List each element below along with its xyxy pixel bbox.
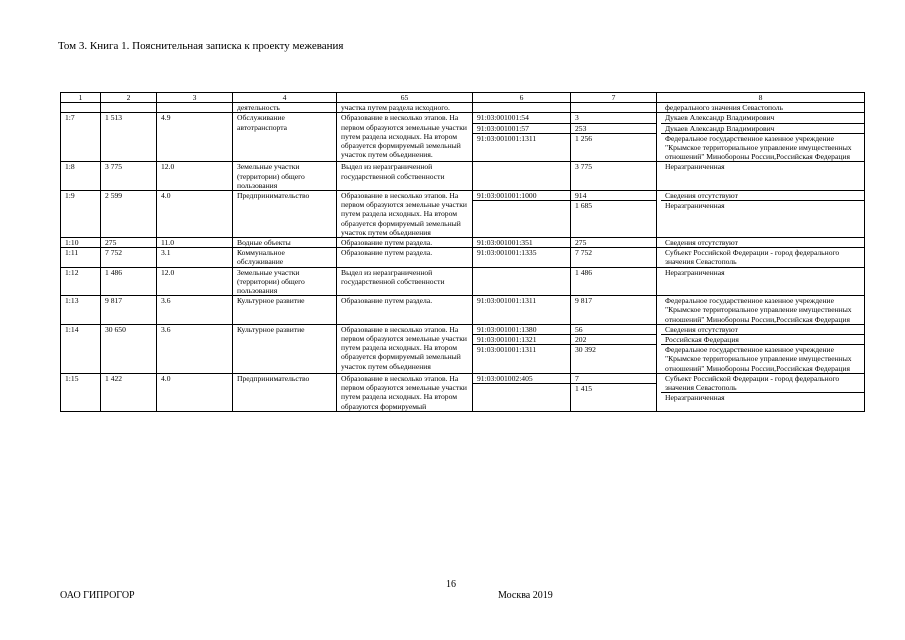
owner-cell (657, 103, 865, 113)
plot-area-cell (101, 103, 157, 113)
cadastral-number-cell-entry: 91:03:001001:1311 (473, 344, 570, 354)
use-code-cell: 12.0 (157, 267, 233, 296)
cadastral-number-cell (473, 113, 571, 162)
owner-cell-entry: Неразграниченная (661, 392, 864, 402)
permitted-use-cell: Культурное развитие (233, 296, 337, 325)
parcel-area-cell-entry: 56 (575, 324, 583, 334)
owner-cell-entry: Федеральное государственное казенное учреждение "Крымское территориальное управление имущественных отношений" Минобороны России,Российская Федерация (661, 133, 864, 162)
document-title: Том 3. Книга 1. Пояснительная записка к проекту межевания (58, 40, 344, 52)
table-body (61, 93, 865, 412)
parcel-area-cell-entry: 1 256 (571, 133, 656, 143)
plot-area-cell: 1 486 (101, 267, 157, 296)
permitted-use-cell: Коммунальное обслуживание (233, 248, 337, 267)
plot-area-cell: 2 599 (101, 191, 157, 238)
column-number-3: 3 (157, 93, 233, 103)
use-code-cell: 4.9 (157, 113, 233, 162)
parcel-area-cell-entry: 1 486 (575, 267, 593, 277)
cadastral-number-cell (473, 238, 571, 248)
parcel-area-cell-entry: 1 415 (571, 383, 656, 393)
plot-area-cell: 7 752 (101, 248, 157, 267)
table-row (61, 191, 865, 238)
table-row (61, 113, 865, 162)
parcel-area-cell (571, 238, 657, 248)
plot-number-cell: 1:11 (61, 248, 101, 267)
owner-cell-entry: Дукаев Александр Владимирович (661, 123, 864, 133)
table-row (61, 103, 865, 113)
cadastral-number-cell (473, 248, 571, 267)
owner-cell (657, 324, 865, 373)
owner-cell-entry: федерального значения Севастополь (665, 103, 784, 113)
permitted-use-cell: Культурное развитие (233, 324, 337, 373)
table-row (61, 248, 865, 267)
parcel-area-cell (571, 248, 657, 267)
formation-method-cell: Образование путем раздела. (337, 238, 473, 248)
owner-cell-entry: Сведения отсутствуют (665, 238, 738, 248)
plot-area-cell: 30 650 (101, 324, 157, 373)
parcel-area-cell-entry: 275 (575, 238, 587, 248)
permitted-use-cell: Водные объекты (233, 238, 337, 248)
plot-number-cell: 1:9 (61, 191, 101, 238)
owner-cell (657, 248, 865, 267)
table-row (61, 296, 865, 325)
formation-method-cell: Образование в несколько этапов. На первом образуются земельные участки путем раздела исходных. На втором образуется формируемый земельный участок путем объединения. (337, 113, 473, 162)
permitted-use-cell: деятельность (233, 103, 337, 113)
use-code-cell: 11.0 (157, 238, 233, 248)
cadastral-number-cell-entry: 91:03:001002:405 (477, 373, 533, 383)
formation-method-cell: Образование в несколько этапов. На первом образуются земельные участки путем раздела исходных. На втором образуется формируемый земельный участок путем объединения (337, 191, 473, 238)
owner-cell-entry: Неразграниченная (661, 200, 864, 210)
permitted-use-cell: Обслуживание автотранспорта (233, 113, 337, 162)
parcel-area-cell (571, 324, 657, 373)
table-header-row (61, 93, 865, 103)
formation-method-cell: Выдел из неразграниченной государственной собственности (337, 267, 473, 296)
cadastral-number-cell-entry: 91:03:001001:57 (473, 123, 570, 133)
plot-area-cell: 275 (101, 238, 157, 248)
cadastral-number-cell (473, 296, 571, 325)
cadastral-number-cell (473, 267, 571, 296)
plot-area-cell: 3 775 (101, 162, 157, 191)
use-code-cell: 3.1 (157, 248, 233, 267)
cadastral-number-cell (473, 324, 571, 373)
use-code-cell: 3.6 (157, 296, 233, 325)
column-number-2: 2 (101, 93, 157, 103)
parcel-area-cell (571, 191, 657, 238)
owner-cell (657, 162, 865, 191)
use-code-cell: 4.0 (157, 191, 233, 238)
cadastral-number-cell (473, 191, 571, 238)
table-row (61, 162, 865, 191)
use-code-cell: 3.6 (157, 324, 233, 373)
owner-cell-entry: Неразграниченная (665, 267, 725, 277)
owner-cell-entry: Федеральное государственное казенное учреждение "Крымское территориальное управление имущественных отношений" Минобороны России,Российская Федерация (665, 296, 852, 324)
cadastral-number-cell-entry: 91:03:001001:1000 (477, 191, 537, 201)
survey-table (60, 92, 865, 412)
cadastral-number-cell (473, 103, 571, 113)
use-code-cell (157, 103, 233, 113)
parcel-area-cell-entry: 3 (575, 113, 579, 123)
owner-cell-entry: Неразграниченная (665, 162, 725, 172)
use-code-cell: 4.0 (157, 373, 233, 411)
owner-cell (657, 373, 865, 411)
column-number-4: 4 (233, 93, 337, 103)
owner-cell-entry: Сведения отсутствуют (665, 324, 738, 334)
table-row (61, 267, 865, 296)
parcel-area-cell-entry: 914 (575, 191, 587, 201)
column-number-5: 65 (337, 93, 473, 103)
plot-area-cell: 1 422 (101, 373, 157, 411)
plot-number-cell: 1:7 (61, 113, 101, 162)
cadastral-number-cell (473, 162, 571, 191)
owner-cell (657, 191, 865, 238)
owner-cell-entry: Субъект Российской Федерации - город федерального значения Севастополь (665, 373, 840, 393)
formation-method-cell: Образование в несколько этапов. На первом образуются земельные участки путем раздела исходных. На втором образуется формируемый земельный участок путем объединения (337, 324, 473, 373)
plot-area-cell: 1 513 (101, 113, 157, 162)
permitted-use-cell: Предпринимательство (233, 373, 337, 411)
parcel-area-cell (571, 162, 657, 191)
owner-cell-entry: Федеральное государственное казенное учреждение "Крымское территориальное управление имущественных отношений" Минобороны России,Российская Федерация (661, 344, 864, 373)
plot-number-cell: 1:15 (61, 373, 101, 411)
owner-cell-entry: Сведения отсутствуют (665, 191, 738, 201)
owner-cell (657, 267, 865, 296)
parcel-area-cell-entry: 253 (571, 123, 656, 133)
cadastral-number-cell-entry: 91:03:001001:1311 (473, 133, 570, 143)
parcel-area-cell-entry: 7 752 (575, 248, 593, 258)
owner-cell-entry: Субъект Российской Федерации - город федерального значения Севастополь (665, 248, 840, 267)
owner-cell-entry: Дукаев Александр Владимирович (665, 113, 775, 123)
permitted-use-cell: Земельные участки (территории) общего пользования (233, 162, 337, 191)
plot-number-cell: 1:13 (61, 296, 101, 325)
cadastral-number-cell-entry: 91:03:001001:351 (477, 238, 533, 248)
parcel-area-cell (571, 296, 657, 325)
column-number-7: 7 (571, 93, 657, 103)
formation-method-cell: Образование путем раздела. (337, 296, 473, 325)
plot-number-cell: 1:8 (61, 162, 101, 191)
city-year: Москва 2019 (498, 590, 553, 601)
parcel-area-cell-entry: 1 685 (571, 200, 656, 210)
parcel-area-cell (571, 267, 657, 296)
parcel-area-cell (571, 103, 657, 113)
parcel-area-cell (571, 373, 657, 411)
owner-cell-entry: Российская Федерация (661, 334, 864, 344)
cadastral-number-cell-entry: 91:03:001001:1321 (473, 334, 570, 344)
owner-cell (657, 238, 865, 248)
parcel-area-cell-entry: 3 775 (575, 162, 593, 172)
table-row (61, 373, 865, 411)
cadastral-number-cell-entry: 91:03:001001:1311 (477, 296, 537, 306)
page-number: 16 (446, 579, 456, 590)
plot-number-cell: 1:10 (61, 238, 101, 248)
plot-number-cell: 1:14 (61, 324, 101, 373)
owner-cell (657, 113, 865, 162)
cadastral-number-cell-entry: 91:03:001001:54 (477, 113, 529, 123)
permitted-use-cell: Предпринимательство (233, 191, 337, 238)
permitted-use-cell: Земельные участки (территории) общего пользования (233, 267, 337, 296)
column-number-6: 6 (473, 93, 571, 103)
use-code-cell: 12.0 (157, 162, 233, 191)
cadastral-number-cell (473, 373, 571, 411)
parcel-area-cell-entry: 9 817 (575, 296, 593, 306)
formation-method-cell: Выдел из неразграниченной государственной собственности (337, 162, 473, 191)
organization-name: ОАО ГИПРОГОР (60, 590, 135, 601)
parcel-area-cell-entry: 202 (571, 334, 656, 344)
cadastral-number-cell-entry: 91:03:001001:1380 (477, 324, 537, 334)
table-row (61, 238, 865, 248)
parcel-area-cell-entry: 30 392 (571, 344, 656, 354)
formation-method-cell: Образование путем раздела. (337, 248, 473, 267)
cadastral-number-cell-entry (473, 383, 570, 384)
column-number-1: 1 (61, 93, 101, 103)
plot-area-cell: 9 817 (101, 296, 157, 325)
plot-number-cell (61, 103, 101, 113)
plot-number-cell: 1:12 (61, 267, 101, 296)
formation-method-cell: участка путем раздела исходного. (337, 103, 473, 113)
table-row (61, 324, 865, 373)
parcel-area-cell-entry: 7 (575, 373, 579, 383)
parcel-area-cell (571, 113, 657, 162)
column-number-8: 8 (657, 93, 865, 103)
cadastral-number-cell-entry (473, 200, 570, 201)
owner-cell (657, 296, 865, 325)
cadastral-number-cell-entry: 91:03:001001:1335 (477, 248, 537, 258)
formation-method-cell: Образование в несколько этапов. На первом образуются земельные участки путем раздела исходных. На втором образуются формируемый (337, 373, 473, 411)
